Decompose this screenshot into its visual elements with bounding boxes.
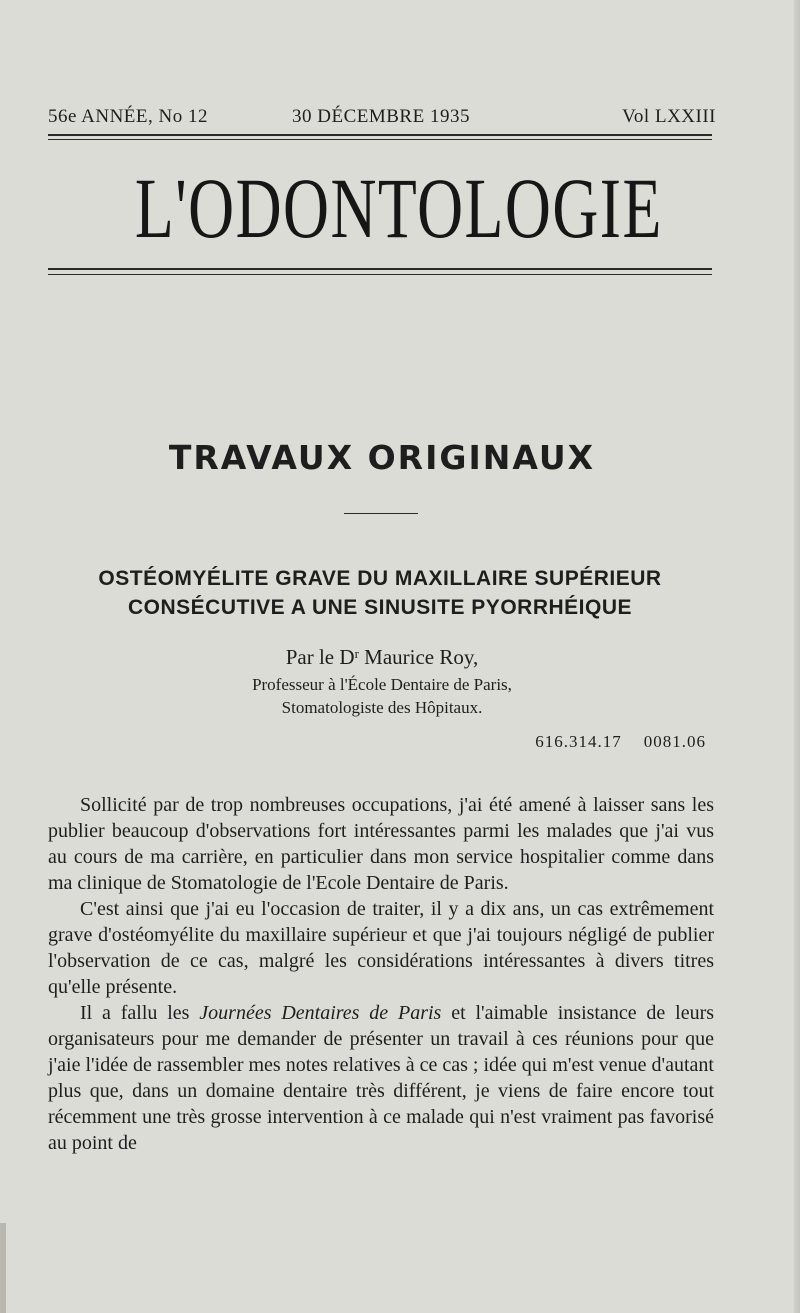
paragraph-3 [48, 1000, 714, 1156]
section-divider [344, 513, 418, 514]
issue-number: 56e ANNÉE, No 12 [48, 106, 208, 127]
masthead-rule-top [48, 268, 712, 270]
page-edge [794, 0, 800, 1313]
author-name: Maurice Roy, [364, 645, 479, 669]
classification-codes [535, 732, 706, 752]
author-affiliation-2: Stomatologiste des Hôpitaux. [281, 698, 483, 717]
paragraph-3-rest: et l'aimable insistance de leurs organisateurs pour me demander de présenter un travail à ces réunions pour que j'aie l'idée de rassembler mes notes relatives à ce cas ; idée qui m'est venue d'autant plus que, dans un domaine dentaire très différent, je viens de faire encore tout récemment une très grosse intervention à ce malade qui n'est vraiment pas favorisé au point de [48, 1002, 715, 1154]
byline-title-sup: r [354, 646, 359, 661]
classification-code-1: 616.314.17 [535, 732, 622, 751]
byline [48, 640, 716, 671]
header-rule-bottom [48, 139, 712, 140]
classification-code-2: 0081.06 [643, 732, 706, 751]
paragraph-3-italic: Journées Dentaires de Paris [199, 1002, 442, 1024]
journal-title: L'ODONTOLOGIE [134, 160, 663, 256]
article-title-line2: CONSÉCUTIVE A UNE SINUSITE PYORRHÉIQUE [127, 596, 632, 619]
article-body [48, 792, 714, 1156]
masthead-rule-bottom [48, 274, 712, 275]
author-affiliation-1: Professeur à l'École Dentaire de Paris, [252, 675, 512, 694]
header-rule-top [48, 134, 712, 136]
article-title [40, 564, 720, 622]
paragraph-3-start: Il a fallu les [80, 1002, 190, 1024]
paragraph-1: Sollicité par de trop nombreuses occupations, j'ai été amené à laisser sans les publier beaucoup d'observations fort intéressantes parmi les malades que j'ai vus au cours de ma carrière, en particulier dans mon service hospitalier comme dans ma clinique de Stomatologie de l'Ecole Dentaire de Paris. [48, 794, 714, 894]
byline-prefix: Par le D [285, 645, 355, 669]
paragraph-2: C'est ainsi que j'ai eu l'occasion de traiter, il y a dix ans, un cas extrêmement grave d'ostéomyélite du maxillaire supérieur et que j'ai toujours négligé de publier l'observation de ce cas, malgré les considérations intéressantes à divers titres qu'elle présente. [48, 898, 714, 998]
article-title-line1: OSTÉOMYÉLITE GRAVE DU MAXILLAIRE SUPÉRIEUR [98, 567, 662, 590]
page-binding-edge [0, 1223, 6, 1313]
running-head [48, 106, 716, 132]
volume-number: Vol LXXIII [622, 106, 716, 127]
issue-date: 30 DÉCEMBRE 1935 [292, 106, 470, 127]
section-title: TRAVAUX ORIGINAUX [168, 438, 596, 477]
